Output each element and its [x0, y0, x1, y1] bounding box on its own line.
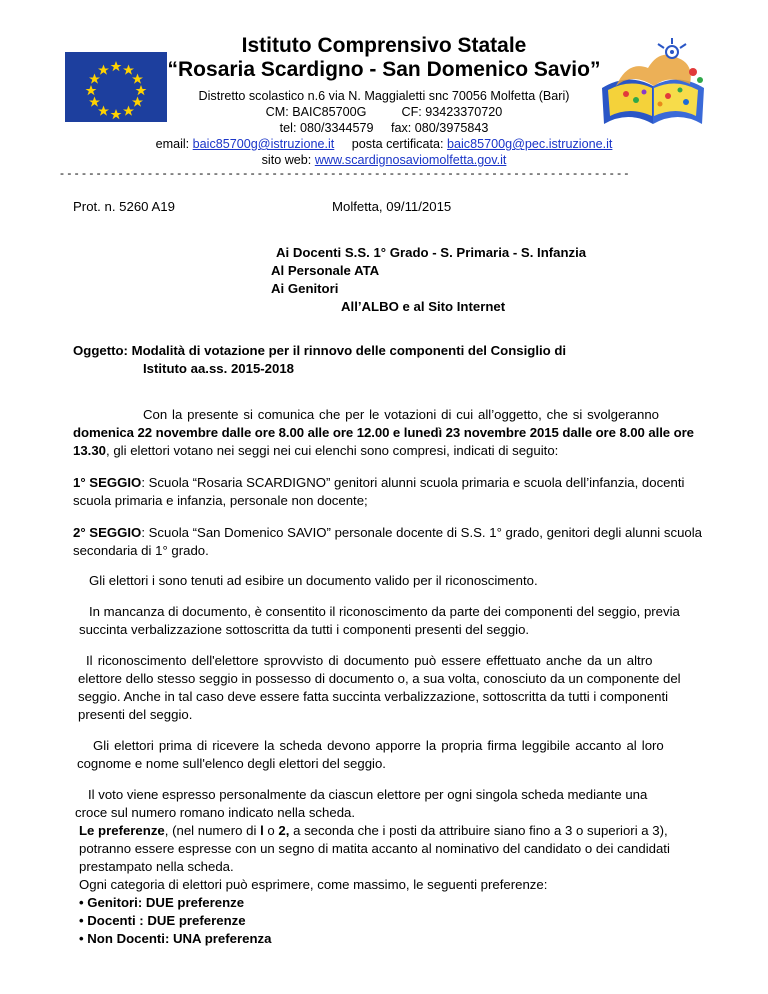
preferenze-line3: prestampato nella scheda.: [79, 859, 234, 874]
seggio1-line1: [73, 474, 713, 492]
documento-paragraph: Gli elettori i sono tenuti ad esibire un documento valido per il riconoscimento.: [89, 573, 538, 588]
school-title-line2: “Rosaria Scardigno - San Domenico Savio”: [167, 58, 601, 81]
preferenze-line2: potranno essere espresse con un segno di matita accanto al nominativo del candidato o dei candidati: [79, 841, 670, 856]
voto-line2: croce sul numero romano indicato nella scheda.: [75, 805, 356, 820]
subject-line2: Istituto aa.ss. 2015-2018: [143, 361, 295, 376]
seggio1-line2: scuola primaria e infanzia, personale non docente;: [73, 493, 368, 508]
email-label: email:: [155, 137, 190, 151]
cf-code: CF: 93423370720: [401, 105, 503, 119]
codes-line: [0, 104, 768, 120]
recipient-albo: All’ALBO e al Sito Internet: [341, 299, 506, 314]
firma-line1: Gli elettori prima di ricevere la scheda devono apporre la propria firma leggibile accanto al loro: [93, 738, 664, 753]
recipient-ata: Al Personale ATA: [271, 263, 380, 278]
site-link[interactable]: www.scardignosaviomolfetta.gov.it: [314, 153, 507, 167]
preferenze-non-docenti: • Non Docenti: UNA preferenza: [79, 931, 272, 946]
seggio2-text: : Scuola “San Domenico SAVIO” personale docente di S.S. 1° grado, genitori degli alunni scuola: [141, 525, 703, 540]
preferenze-text-b: o: [263, 823, 279, 838]
preferenze-num2: 2,: [278, 823, 290, 838]
intro-bold-dates: domenica 22 novembre dalle ore 8.00 alle ore 12.00 e lunedì 23 novembre 2015 dalle ore 8.00 alle ore: [73, 425, 694, 440]
pec-link[interactable]: baic85700g@pec.istruzione.it: [446, 137, 613, 151]
seggio2-label: 2° SEGGIO: [73, 525, 142, 540]
riconosc-line3: seggio. Anche in tal caso deve essere fatta succinta verbalizzazione, sottoscritta da tutti i componenti: [78, 689, 669, 704]
riconosc-line1: Il riconoscimento dell'elettore sprovvisto di documento può essere effettuato anche da un altro: [86, 653, 653, 668]
mancanza-line2: succinta verbalizzazione sottoscritta da tutti i componenti presenti del seggio.: [79, 622, 530, 637]
preferenze-text-a: , (nel numero di: [164, 823, 261, 838]
recipient-genitori: Ai Genitori: [271, 281, 339, 296]
address-line: Distretto scolastico n.6 via N. Maggialetti snc 70056 Molfetta (Bari): [198, 89, 570, 103]
site-label: sito web:: [261, 153, 312, 167]
protocol-number: Prot. n. 5260 A19: [73, 199, 175, 214]
header-separator: - - - - - - - - - - - - - - - - - - - - - - - - - - - - - - - - - - - - - - - - - - - - - - - - - - - - - - - - - - - - - - - - - - - - - - - - - - - - - -: [60, 166, 629, 180]
intro-line3: [73, 442, 558, 460]
preferenze-line4: Ogni categoria di elettori può esprimere, come massimo, le seguenti preferenze:: [79, 877, 548, 892]
intro-line1: Con la presente si comunica che per le votazioni di cui all’oggetto, che si svolgeranno: [143, 407, 660, 422]
seggio1-text: : Scuola “Rosaria SCARDIGNO” genitori alunni scuola primaria e scuola dell’infanzia, docenti: [141, 475, 685, 490]
firma-line2: cognome e nome sull'elenco degli elettori del seggio.: [77, 756, 386, 771]
voto-line1: Il voto viene espresso personalmente da ciascun elettore per ogni singola scheda mediante una: [88, 787, 648, 802]
intro-rest: , gli elettori votano nei seggi nei cui elenchi sono compresi, indicati di seguito:: [106, 443, 559, 458]
tel-number: tel: 080/3344579: [279, 121, 374, 135]
mancanza-line1: In mancanza di documento, è consentito il riconoscimento da parte dei componenti del seggio, previa: [89, 604, 680, 619]
email-link[interactable]: baic85700g@istruzione.it: [192, 137, 335, 151]
preferenze-num1: l: [260, 823, 264, 838]
seggio2-line1: [73, 524, 713, 542]
pec-label: posta certificata:: [351, 137, 444, 151]
preferenze-text-c: a seconda che i posti da attribuire siano fino a 3 o superiori a 3),: [289, 823, 668, 838]
subject-line1: Oggetto: Modalità di votazione per il rinnovo delle componenti del Consiglio di: [73, 343, 567, 358]
cm-code: CM: BAIC85700G: [265, 105, 367, 119]
preferenze-line1: [79, 822, 668, 840]
fax-number: fax: 080/3975843: [391, 121, 489, 135]
preferenze-docenti: • Docenti : DUE preferenze: [79, 913, 246, 928]
preferenze-genitori: • Genitori: DUE preferenze: [79, 895, 245, 910]
riconosc-line4: presenti del seggio.: [78, 707, 193, 722]
preferenze-label: Le preferenze: [79, 823, 165, 838]
school-title-line1: Istituto Comprensivo Statale: [241, 34, 527, 57]
riconosc-line2: elettore dello stesso seggio in possesso di documento o, a sua volta, conosciuto da un componente del: [78, 671, 681, 686]
recipient-docenti: Ai Docenti S.S. 1° Grado - S. Primaria - S. Infanzia: [276, 245, 587, 260]
seggio1-label: 1° SEGGIO: [73, 475, 142, 490]
intro-bold-time: 13.30: [73, 443, 107, 458]
place-date: Molfetta, 09/11/2015: [332, 199, 452, 214]
email-line: [0, 136, 768, 152]
seggio2-line2: secondaria di 1° grado.: [73, 543, 209, 558]
phone-line: [0, 120, 768, 136]
